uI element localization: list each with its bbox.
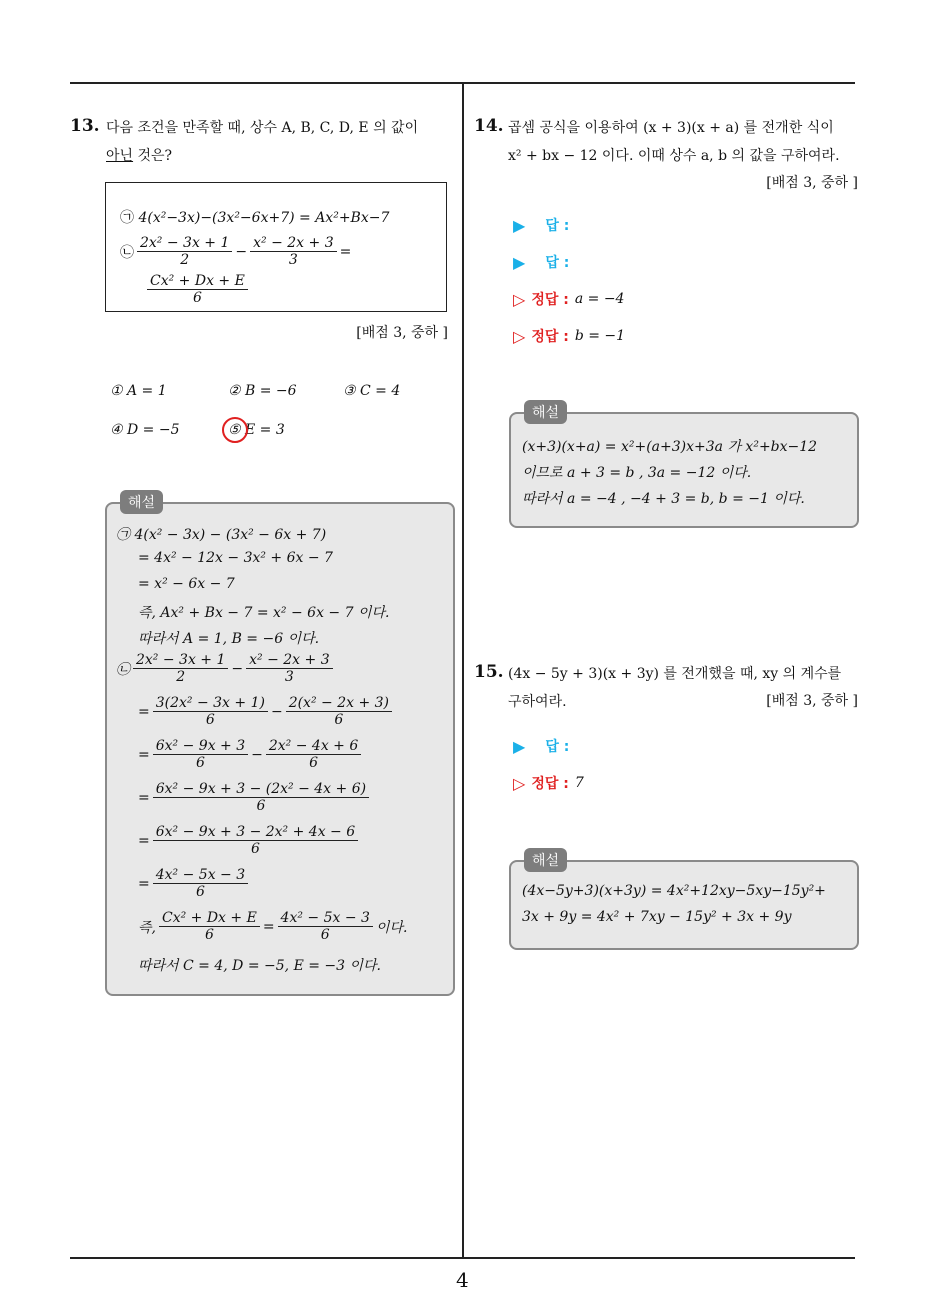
q13-exp-line-2: = 4x² − 12x − 3x² + 6x − 7 bbox=[138, 550, 333, 566]
exp12-n1: Cx² + Dx + E bbox=[159, 910, 260, 927]
q14-points: [배점 3, 중하 ] bbox=[766, 175, 858, 191]
exp12-d1: 6 bbox=[204, 927, 214, 943]
q13-choice-3[interactable]: ③ C = 4 bbox=[343, 383, 401, 399]
q15-key-row bbox=[513, 773, 584, 793]
q13-exp-line-7 bbox=[138, 695, 395, 728]
exp12-n2: 4x² − 5x − 3 bbox=[278, 910, 373, 927]
cond1-expression: 4(x²−3x)−(3x²−6x+7) = Ax²+Bx−7 bbox=[138, 210, 390, 226]
exp7-fraction-1 bbox=[153, 695, 268, 728]
cond2-marker: ㉡ bbox=[120, 244, 134, 261]
exp6-n2: x² − 2x + 3 bbox=[246, 652, 332, 669]
cond2-equals: = bbox=[339, 243, 352, 260]
q14-exp-line-2: 이므로 a + 3 = b , 3a = −12 이다. bbox=[522, 465, 752, 481]
q15-line2: 구하여라. bbox=[508, 694, 567, 710]
cond2-rhs-fraction bbox=[147, 273, 248, 306]
q13-explanation-tab: 해설 bbox=[120, 490, 163, 514]
exp10-n: 6x² − 9x + 3 − 2x² + 4x − 6 bbox=[153, 824, 358, 841]
q14-answer-row-2[interactable] bbox=[513, 252, 569, 272]
exp12-d2: 6 bbox=[320, 927, 330, 943]
q13-number: 13. bbox=[70, 116, 100, 136]
exp8-op: − bbox=[251, 746, 263, 763]
q15-key-value: 7 bbox=[574, 775, 584, 791]
exp6-fraction-1 bbox=[133, 652, 228, 685]
exp8-fraction-2 bbox=[266, 738, 361, 771]
exp6-fraction-2 bbox=[246, 652, 332, 685]
q14-answer-label-2: 답 : bbox=[545, 255, 570, 271]
exp9-fraction bbox=[153, 781, 369, 814]
q14-key-value-1: a = −4 bbox=[574, 291, 625, 307]
exp12-fraction-1 bbox=[159, 910, 260, 943]
q14-answer-label-1: 답 : bbox=[545, 218, 570, 234]
cond2-rhs-num: Cx² + Dx + E bbox=[147, 273, 248, 290]
q15-explanation-box bbox=[509, 860, 859, 950]
exp8-n1: 6x² − 9x + 3 bbox=[153, 738, 248, 755]
q13-condition-2-rhs bbox=[144, 273, 251, 306]
q15-answer-row[interactable] bbox=[513, 736, 569, 756]
exp8-fraction-1 bbox=[153, 738, 248, 771]
exp10-fraction bbox=[153, 824, 358, 857]
q15-exp-line-2: 3x + 9y = 4x² + 7xy − 15y² + 3x + 9y bbox=[522, 909, 792, 925]
bottom-rule bbox=[70, 1257, 855, 1259]
exp8-d2: 6 bbox=[309, 755, 319, 771]
exp7-fraction-2 bbox=[286, 695, 392, 728]
q13-points: [배점 3, 중하 ] bbox=[356, 325, 448, 341]
exp7-d2: 6 bbox=[334, 712, 344, 728]
q15-exp-line-1: (4x−5y+3)(x+3y) = 4x²+12xy−5xy−15y²+ bbox=[522, 883, 826, 899]
exp10-d: 6 bbox=[250, 841, 260, 857]
answer-arrow-icon: ▶ bbox=[513, 252, 526, 272]
q15-points: [배점 3, 중하 ] bbox=[766, 693, 858, 709]
q14-explanation-tab: 해설 bbox=[524, 400, 567, 424]
q14-line1: 곱셈 공식을 이용하여 (x + 3)(x + a) 를 전개한 식이 bbox=[508, 120, 834, 136]
exp9-eq: = bbox=[138, 789, 150, 806]
exp10-eq: = bbox=[138, 832, 150, 849]
q13-choice-1[interactable]: ① A = 1 bbox=[110, 383, 167, 399]
exp-marker-2: ㉡ bbox=[116, 661, 130, 678]
q14-text bbox=[508, 114, 858, 170]
q13-exp-line-4: 즉, Ax² + Bx − 7 = x² − 6x − 7 이다. bbox=[138, 605, 390, 621]
cond2-fraction-2 bbox=[250, 235, 336, 268]
cond2-f2-num: x² − 2x + 3 bbox=[250, 235, 336, 252]
q14-key-value-2: b = −1 bbox=[574, 328, 626, 344]
q13-choice-5[interactable]: ⑤ E = 3 bbox=[228, 422, 285, 438]
q15-explanation-tab: 해설 bbox=[524, 848, 567, 872]
q15-line1: (4x − 5y + 3)(x + 3y) 를 전개했을 때, xy 의 계수를 bbox=[508, 666, 842, 682]
q14-answer-row-1[interactable] bbox=[513, 215, 569, 235]
cond2-rhs-den: 6 bbox=[192, 290, 202, 306]
q13-text bbox=[106, 114, 456, 170]
exp7-eq: = bbox=[138, 703, 150, 720]
exp12-post: 이다. bbox=[375, 919, 408, 936]
cond2-f1-num: 2x² − 3x + 1 bbox=[137, 235, 232, 252]
q13-exp-line-12 bbox=[138, 910, 407, 943]
q13-line1: 다음 조건을 만족할 때, 상수 A, B, C, D, E 의 값이 bbox=[106, 120, 419, 136]
exp7-n1: 3(2x² − 3x + 1) bbox=[153, 695, 268, 712]
q14-exp-line-1: (x+3)(x+a) = x²+(a+3)x+3a 가 x²+bx−12 bbox=[522, 439, 818, 455]
exp11-n: 4x² − 5x − 3 bbox=[153, 867, 248, 884]
q14-key-label-1: 정답 : bbox=[531, 292, 569, 308]
exp6-d1: 2 bbox=[176, 669, 186, 685]
q15-answer-label: 답 : bbox=[545, 739, 570, 755]
column-divider bbox=[462, 82, 464, 1258]
q13-choice-2[interactable]: ② B = −6 bbox=[228, 383, 297, 399]
cond2-f1-den: 2 bbox=[180, 252, 190, 268]
q13-exp-line-13: 따라서 C = 4, D = −5, E = −3 이다. bbox=[138, 958, 382, 974]
page-number: 4 bbox=[456, 1268, 469, 1292]
q13-condition-box bbox=[105, 182, 447, 312]
exp8-n2: 2x² − 4x + 6 bbox=[266, 738, 361, 755]
q13-exp-line-5: 따라서 A = 1, B = −6 이다. bbox=[138, 631, 320, 647]
exp11-d: 6 bbox=[195, 884, 205, 900]
exp12-eq: = bbox=[262, 918, 275, 935]
key-triangle-icon: ▷ bbox=[513, 289, 526, 309]
q14-exp-line-3: 따라서 a = −4 , −4 + 3 = b, b = −1 이다. bbox=[522, 491, 805, 507]
q13-exp-line-6 bbox=[116, 652, 336, 685]
q13-exp-line-1: ㉠ 4(x² − 3x) − (3x² − 6x + 7) bbox=[116, 527, 327, 543]
q13-exp-line-10 bbox=[138, 824, 361, 857]
exp7-d1: 6 bbox=[205, 712, 215, 728]
q14-number: 14. bbox=[474, 116, 504, 136]
exp12-fraction-2 bbox=[278, 910, 373, 943]
exp6-d2: 3 bbox=[284, 669, 294, 685]
exp6-n1: 2x² − 3x + 1 bbox=[133, 652, 228, 669]
q13-condition-1 bbox=[120, 207, 389, 227]
q13-exp-line-11 bbox=[138, 867, 251, 900]
cond1-marker: ㉠ bbox=[120, 210, 134, 226]
key-triangle-icon: ▷ bbox=[513, 773, 526, 793]
q13-exp-line-9 bbox=[138, 781, 372, 814]
exp12-pre: 즉, bbox=[138, 919, 156, 936]
q13-underlined-word: 아닌 bbox=[106, 148, 134, 164]
key-triangle-icon: ▷ bbox=[513, 326, 526, 346]
q15-number: 15. bbox=[474, 662, 504, 682]
answer-circle-mark bbox=[222, 417, 248, 443]
q13-condition-2 bbox=[120, 235, 351, 268]
q14-key-row-1 bbox=[513, 289, 624, 309]
cond2-fraction-1 bbox=[137, 235, 232, 268]
exp7-n2: 2(x² − 2x + 3) bbox=[286, 695, 392, 712]
q14-key-label-2: 정답 : bbox=[531, 329, 569, 345]
q13-exp-line-3: = x² − 6x − 7 bbox=[138, 576, 235, 592]
q14-line2: x² + bx − 12 이다. 이때 상수 a, b 의 값을 구하여라. bbox=[508, 148, 840, 164]
answer-arrow-icon: ▶ bbox=[513, 736, 526, 756]
q13-line2-rest: 것은? bbox=[133, 148, 173, 164]
exp11-fraction bbox=[153, 867, 248, 900]
exp11-eq: = bbox=[138, 875, 150, 892]
q14-key-row-2 bbox=[513, 326, 625, 346]
q15-key-label: 정답 : bbox=[531, 776, 569, 792]
exp9-d: 6 bbox=[256, 798, 266, 814]
exp9-n: 6x² − 9x + 3 − (2x² − 4x + 6) bbox=[153, 781, 369, 798]
cond2-f2-den: 3 bbox=[288, 252, 298, 268]
cond2-minus: − bbox=[235, 243, 248, 260]
exp8-d1: 6 bbox=[195, 755, 205, 771]
q13-choice-4[interactable]: ④ D = −5 bbox=[110, 422, 180, 438]
exp7-op: − bbox=[270, 703, 283, 720]
q13-exp-line-8 bbox=[138, 738, 364, 771]
exp8-eq: = bbox=[138, 746, 150, 763]
exp6-op: − bbox=[231, 660, 244, 677]
answer-arrow-icon: ▶ bbox=[513, 215, 526, 235]
q13-line2 bbox=[106, 142, 456, 170]
